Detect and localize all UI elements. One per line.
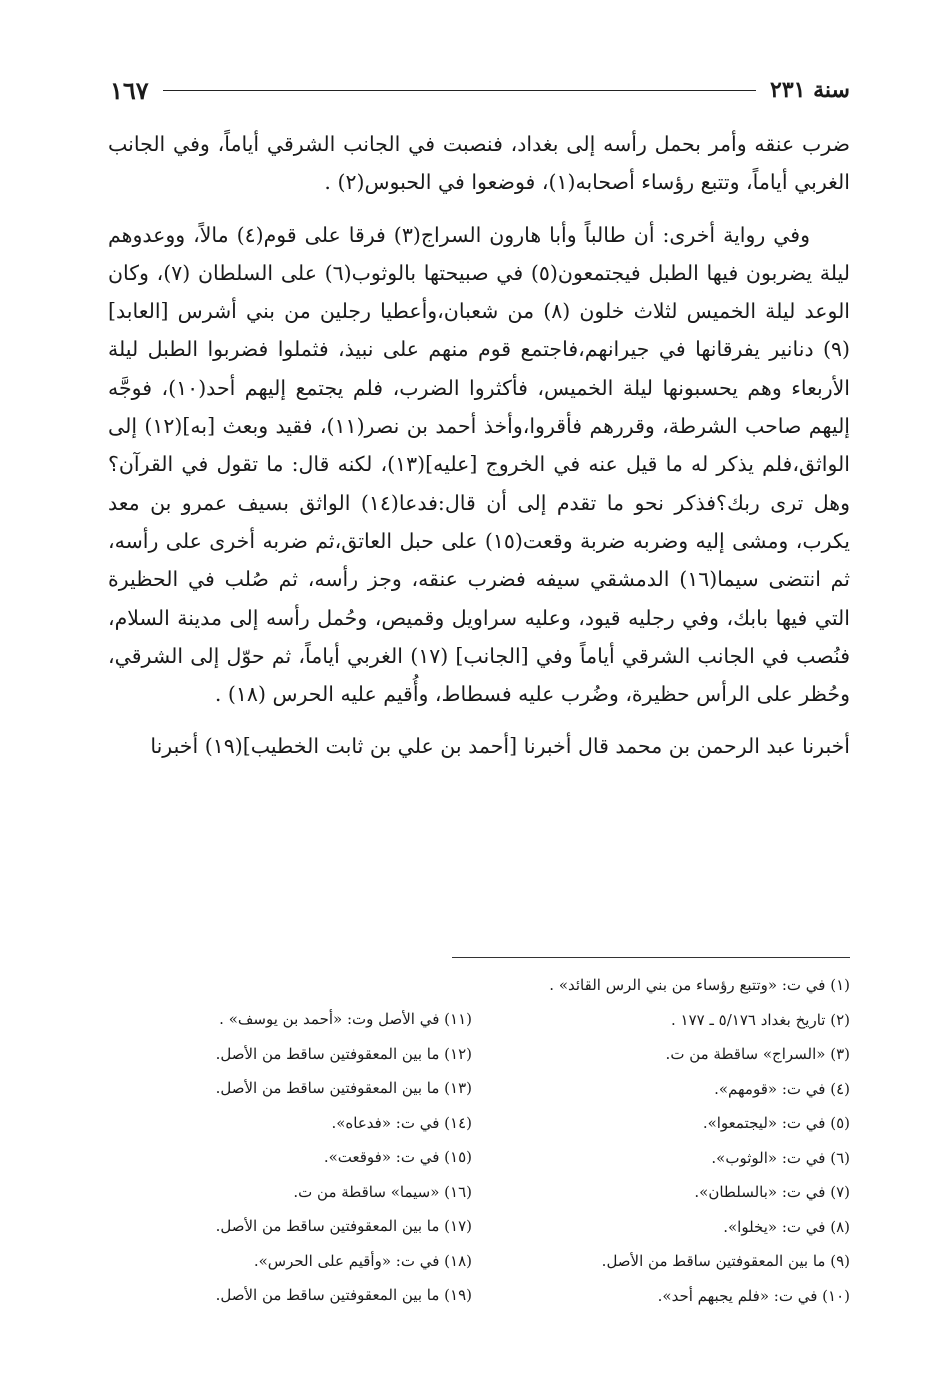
paragraph-3: أخبرنا عبد الرحمن بن محمد قال أخبرنا [أحمد بن علي بن ثابت الخطيب](١٩) أخبرنا: [150, 734, 850, 759]
footnote: (٢) تاريخ بغداد ٥/١٧٦ ـ ١٧٧ .: [671, 1010, 850, 1029]
page-number: ١٦٧: [110, 75, 149, 105]
footnote: (٤) في ت: «قومهم».: [714, 1079, 850, 1098]
footnote: (١١) في الأصل وت: «أحمد بن يوسف» .: [219, 1010, 472, 1028]
footnote: (٧) في ت: «بالسلطان».: [694, 1183, 850, 1201]
paragraph-2: وفي رواية أخرى: أن طالباً وأبا هارون السراج(٣) فرقا على قوم(٤) مالاً، ووعدوهم ليلة يضربون فيها الطبل فيجتمعون(٥) في صبيحتها بالوثوب(٦) على السلطان (٧)، وكان الوعد ليلة الخميس لثلاث خلون (٨) من شعبان،وأعطيا رجلين من بني أشرس [العابد] (٩) دنانير يفرقانها في جيرانهم،فاجتمع قوم منهم على نبيذ، فثملوا فضربوا الطبل ليلة الأربعاء وهم يحسبونها ليلة الخميس، فأكثروا الضرب، فلم يجتمع إليهم أحد(١٠)، فوجَّه إليهم صاحب الشرطة، وقررهم فأقروا،وأخذ أحمد بن نصر(١١)، فقيد وبعث [به](١٢) إلى الواثق،فلم يذكر له ما قيل عنه في الخروج [عليه](١٣)، لكنه قال: ما تقول في القرآن؟ وهل ترى ربك؟فذكر نحو ما تقدم إلى أن قال:فدعا(١٤) الواثق بسيف عمرو بن معد يكرب، ومشى إليه وضربه ضربة وقعت(١٥) على حبل العاتق،ثم ضربه أخرى على رأسه، ثم انتضى سيما(١٦) الدمشقي سيفه فضرب عنقه، وجز رأسه، ثم صُلب في الحظيرة التي فيها بابك، وفي رجليه قيود، وعليه سراويل وقميص، وحُمل رأسه إلى مدينة السلام، فنُصب في الجانب الشرقي أياماً وفي [الجانب] (١٧) الغربي أياماً، ثم حوّل إلى الشرقي، وحُظر على الرأس حظيرة، وضُرب عليه فسطاط، وأُقيم عليه الحرس (١٨) .: [108, 222, 851, 707]
header-year: سنة ٢٣١: [770, 77, 850, 103]
footnote: (٦) في ت: «الوثوب».: [711, 1148, 850, 1167]
footnote: (١٤) في ت: «فدعاه».: [331, 1113, 472, 1132]
footnote-separator: [452, 957, 850, 958]
footnote: (١) في ت: «وتتبع رؤساء من بني الرس القائد» .: [549, 976, 850, 994]
footnote: (٨) في ت: «يخلوا».: [723, 1217, 850, 1236]
footnote: (١٧) ما بين المعقوفتين ساقط من الأصل.: [215, 1217, 472, 1235]
footnote: (٣) «السراج» ساقطة من ت.: [665, 1045, 850, 1063]
main-text: [108, 125, 850, 766]
footnote: (٥) في ت: «ليجتمعوا».: [702, 1114, 850, 1132]
footnote: (١٣) ما بين المعقوفتين ساقط من الأصل.: [215, 1079, 472, 1097]
footnote: (٩) ما بين المعقوفتين ساقط من الأصل.: [601, 1252, 850, 1270]
footnote: (١٥) في ت: «فوقعت».: [323, 1148, 472, 1166]
footnote: (١٨) في ت: «وأقيم على الحرس».: [253, 1251, 472, 1270]
running-header: [110, 70, 850, 110]
footnote: (١٠) في ت: «فلم يجبهم أحد».: [657, 1286, 850, 1305]
footnote: (١٩) ما بين المعقوفتين ساقط من الأصل.: [215, 1286, 472, 1304]
paragraph-1: ضرب عنقه وأمر بحمل رأسه إلى بغداد، فنصبت في الجانب الشرقي أياماً، وفي الجانب الغربي أياماً، وتتبع رؤساء أصحابه(١)، فوضعوا في الحبوس(٢) .: [108, 132, 850, 195]
header-rule: [163, 90, 756, 91]
footnotes-column-left: [108, 1002, 472, 1313]
footnote: (١٢) ما بين المعقوفتين ساقط من الأصل.: [215, 1044, 472, 1063]
footnotes-column-right: [478, 968, 850, 1313]
footnote: (١٦) «سيما» ساقطة من ت.: [293, 1182, 472, 1201]
